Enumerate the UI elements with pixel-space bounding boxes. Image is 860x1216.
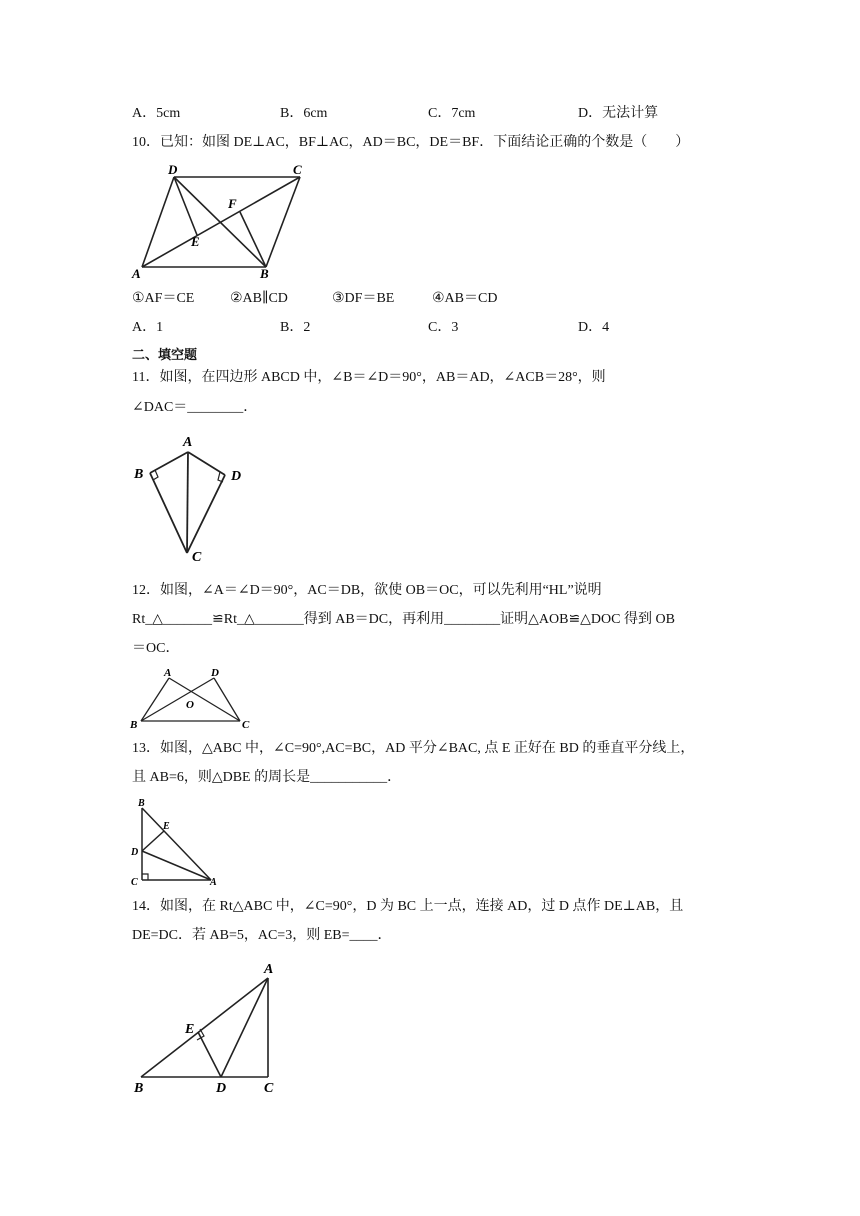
- q13-label-e: E: [163, 821, 170, 832]
- q11-line-2: ∠DAC＝________．: [132, 400, 258, 415]
- q9-option-b: B．6cm: [280, 106, 328, 121]
- q13-label-a: A: [210, 877, 217, 888]
- q11-label-d: D: [231, 469, 242, 484]
- q10-label-b: B: [260, 266, 269, 281]
- q14-label-d: D: [216, 1081, 227, 1096]
- q14-line-2: DE=DC．若 AB=5，AC=3，则 EB=____．: [132, 928, 392, 943]
- q10-label-f: F: [228, 196, 237, 211]
- q11-label-b: B: [134, 467, 144, 482]
- q11-label-a: A: [183, 435, 193, 450]
- q9-option-d: D．无法计算: [578, 106, 659, 121]
- q10-stem: 10．已知：如图 DE⊥AC，BF⊥AC，AD＝BC，DE＝BF．下面结论正确的个数是（ ）: [132, 135, 690, 150]
- q13-figure: [128, 796, 228, 891]
- q10-figure: [128, 160, 318, 285]
- q13-label-d: D: [131, 847, 139, 858]
- q10-label-e: E: [191, 234, 200, 249]
- q11-line-1: 11．如图，在四边形 ABCD 中，∠B＝∠D＝90°，AB＝AD，∠ACB＝28°，则: [132, 370, 606, 385]
- q10-statement-3: ③DF＝BE: [332, 291, 395, 306]
- q14-label-a: A: [264, 962, 274, 977]
- q14-figure: [128, 958, 288, 1098]
- q12-label-c: C: [242, 719, 250, 731]
- q12-label-o: O: [186, 699, 194, 711]
- q12-label-a: A: [164, 667, 172, 679]
- q9-option-a: A．5cm: [132, 106, 181, 121]
- q10-label-a: A: [132, 266, 141, 281]
- q13-line-1: 13．如图，△ABC 中，∠C=90°,AC=BC，AD 平分∠BAC, 点 E 正好在 BD 的垂直平分线上，: [132, 741, 695, 756]
- q14-label-e: E: [185, 1022, 195, 1037]
- q9-option-c: C．7cm: [428, 106, 476, 121]
- q11-label-c: C: [192, 550, 202, 565]
- q10-statement-2: ②AB∥CD: [230, 291, 288, 306]
- q10-option-d: D．4: [578, 320, 610, 335]
- q10-label-c: C: [293, 162, 302, 177]
- q14-line-1: 14．如图，在 Rt△ABC 中，∠C=90°，D 为 BC 上一点，连接 AD，过 D 点作 DE⊥AB，且: [132, 899, 684, 914]
- q10-statement-1: ①AF＝CE: [132, 291, 195, 306]
- q11-figure: [128, 430, 248, 565]
- q12-line-3: ＝OC．: [132, 641, 180, 656]
- q12-line-1: 12．如图，∠A＝∠D＝90°，AC＝DB，欲使 OB＝OC，可以先利用“HL”说明: [132, 583, 602, 598]
- q12-figure: [128, 664, 258, 730]
- section-title: 二、填空题: [132, 348, 198, 363]
- q10-statement-4: ④AB＝CD: [432, 291, 498, 306]
- q10-option-b: B．2: [280, 320, 311, 335]
- q12-label-d: D: [211, 667, 219, 679]
- q13-line-2: 且 AB=6，则△DBE 的周长是___________．: [132, 770, 402, 785]
- q12-line-2: Rt_△_______≌Rt_△_______得到 AB＝DC，再利用________证明△AOB≌△DOC 得到 OB: [132, 612, 675, 627]
- q14-label-b: B: [134, 1081, 144, 1096]
- q13-label-c: C: [131, 877, 138, 888]
- q10-label-d: D: [168, 162, 178, 177]
- q14-label-c: C: [264, 1081, 274, 1096]
- q10-option-a: A．1: [132, 320, 164, 335]
- q12-label-b: B: [130, 719, 138, 731]
- q10-option-c: C．3: [428, 320, 459, 335]
- q13-label-b: B: [138, 798, 145, 809]
